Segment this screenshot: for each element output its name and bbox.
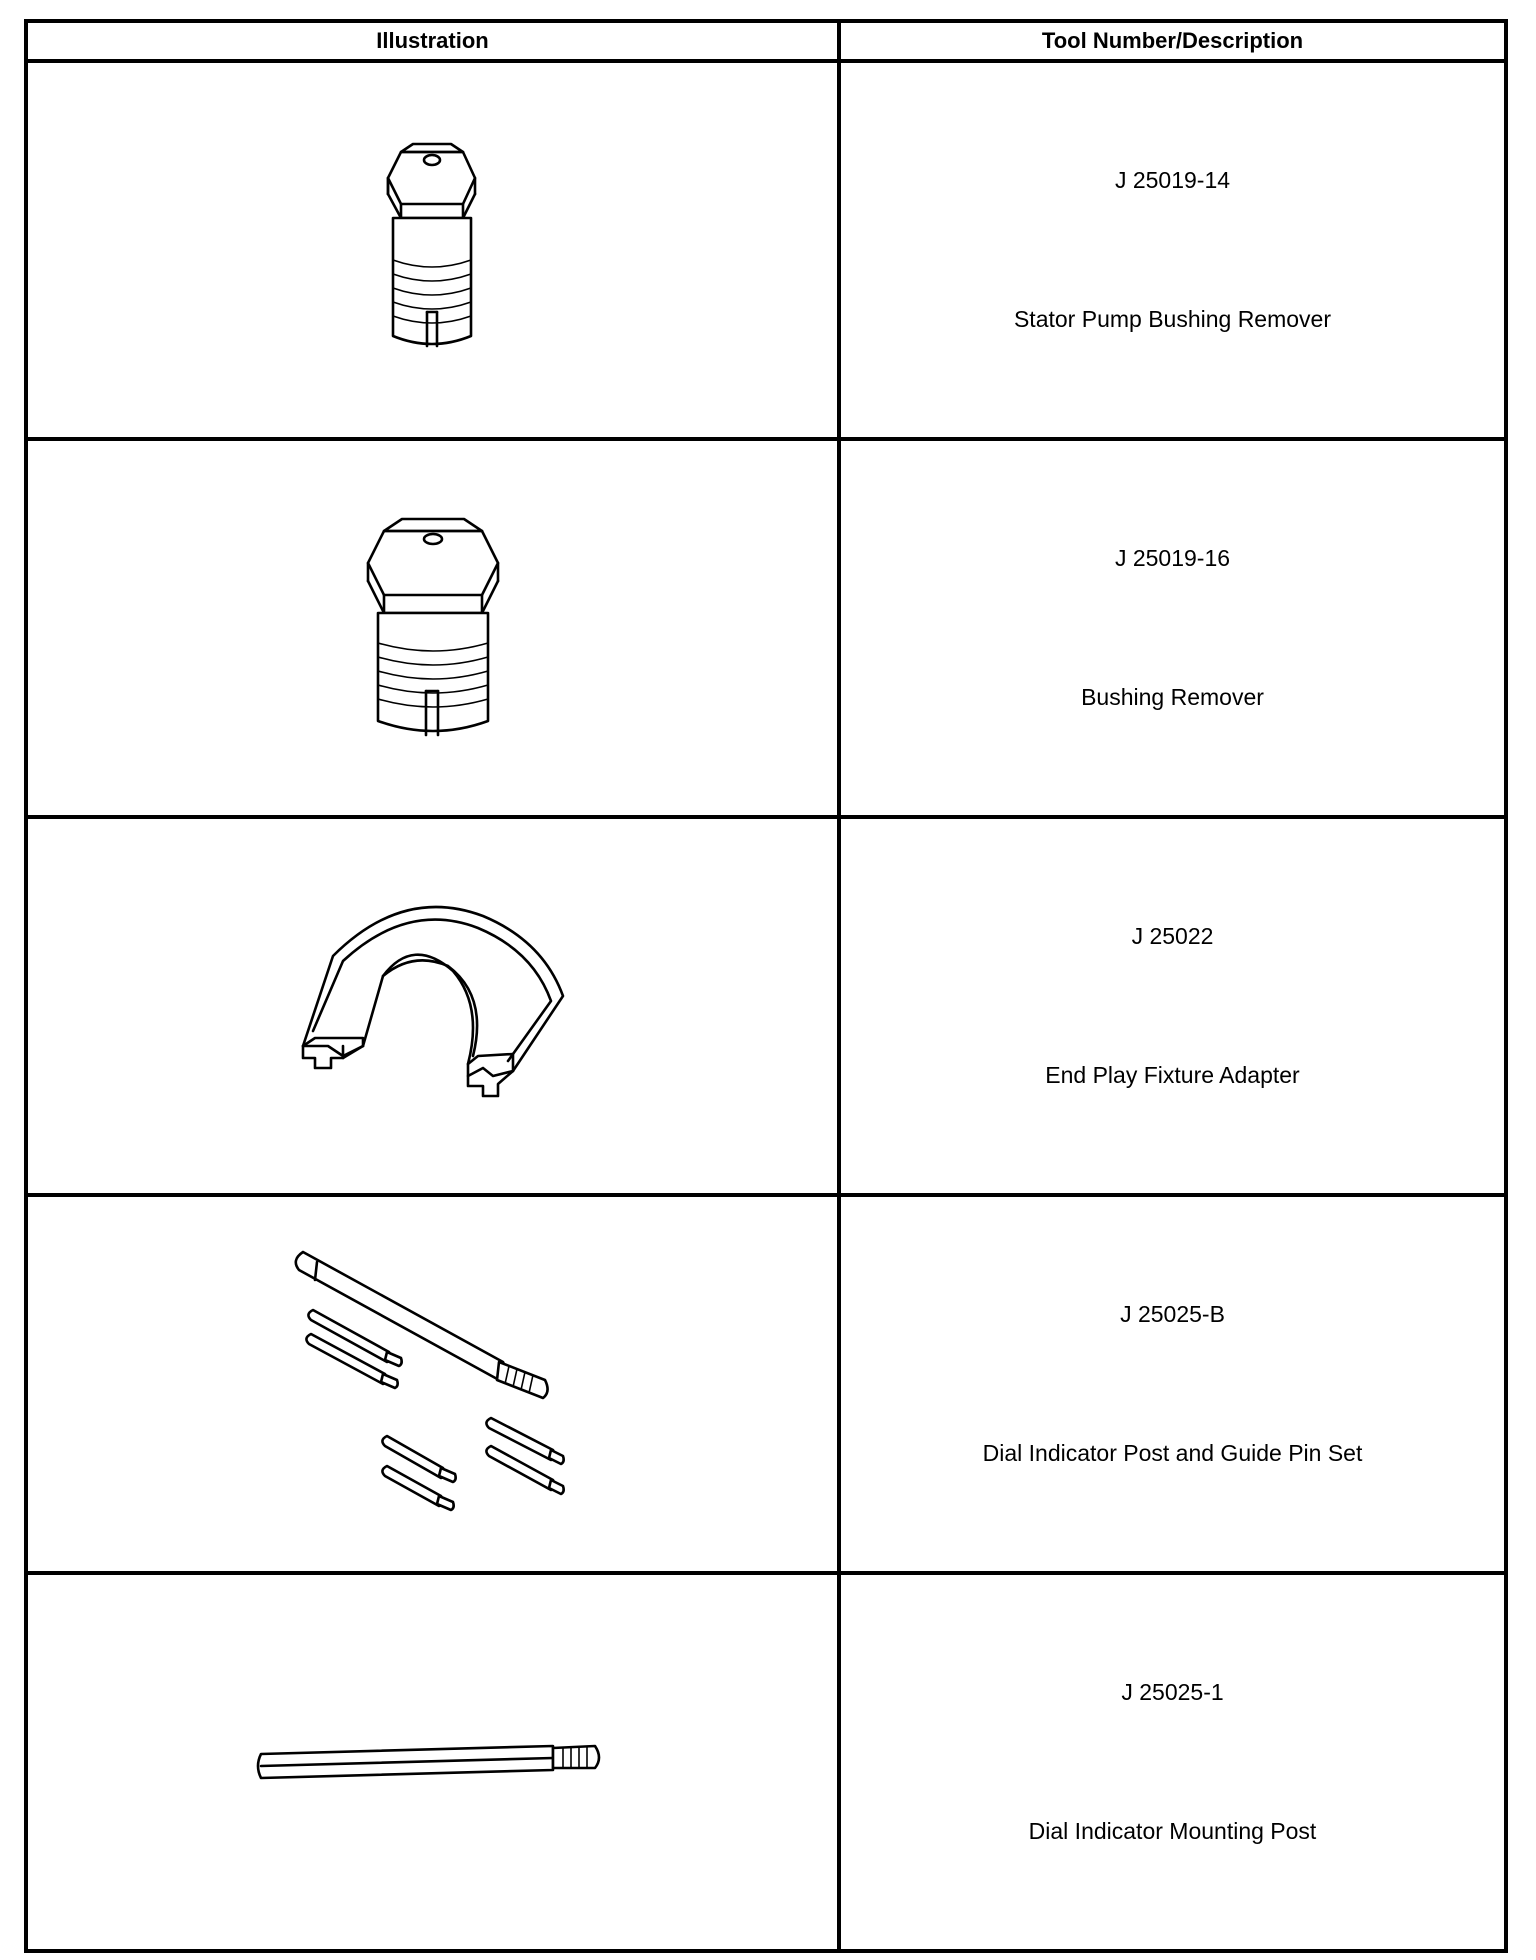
illustration-cell: [26, 439, 839, 817]
illustration-cell: [26, 61, 839, 439]
tool-description: Stator Pump Bushing Remover: [1013, 306, 1332, 332]
tool-number: J 25022: [1131, 923, 1214, 949]
description-cell: [839, 1573, 1506, 1951]
illustration-cell: [26, 1573, 839, 1951]
description-cell: [839, 817, 1506, 1195]
post-and-pin-set-icon: [273, 1234, 593, 1534]
description-cell: [839, 61, 1506, 439]
illustration-header: Illustration: [26, 21, 839, 61]
illustration-cell: [26, 817, 839, 1195]
tool-description: End Play Fixture Adapter: [1045, 1062, 1300, 1088]
tool-description: Bushing Remover: [1081, 684, 1264, 710]
horseshoe-adapter-icon: [283, 896, 583, 1116]
table-row: [26, 817, 1506, 1195]
table-row: [26, 1195, 1506, 1573]
large-bushing-remover-icon: [348, 513, 518, 743]
tool-number: J 25019-14: [1114, 167, 1231, 193]
table-row: [26, 439, 1506, 817]
description-cell: [839, 1195, 1506, 1573]
tool-description: Dial Indicator Mounting Post: [1028, 1818, 1317, 1844]
illustration-cell: [26, 1195, 839, 1573]
header-row: [26, 21, 1506, 61]
tool-number: J 25025-1: [1121, 1679, 1224, 1705]
mounting-post-icon: [253, 1732, 613, 1792]
description-header: Tool Number/Description: [839, 21, 1506, 61]
description-cell: [839, 439, 1506, 817]
tool-number: J 25019-16: [1114, 545, 1231, 571]
small-bushing-remover-icon: [363, 140, 503, 360]
tool-description: Dial Indicator Post and Guide Pin Set: [982, 1440, 1363, 1466]
table-row: [26, 61, 1506, 439]
table-row: [26, 1573, 1506, 1951]
tool-table: [24, 19, 1508, 1953]
tool-number: J 25025-B: [1120, 1301, 1225, 1327]
